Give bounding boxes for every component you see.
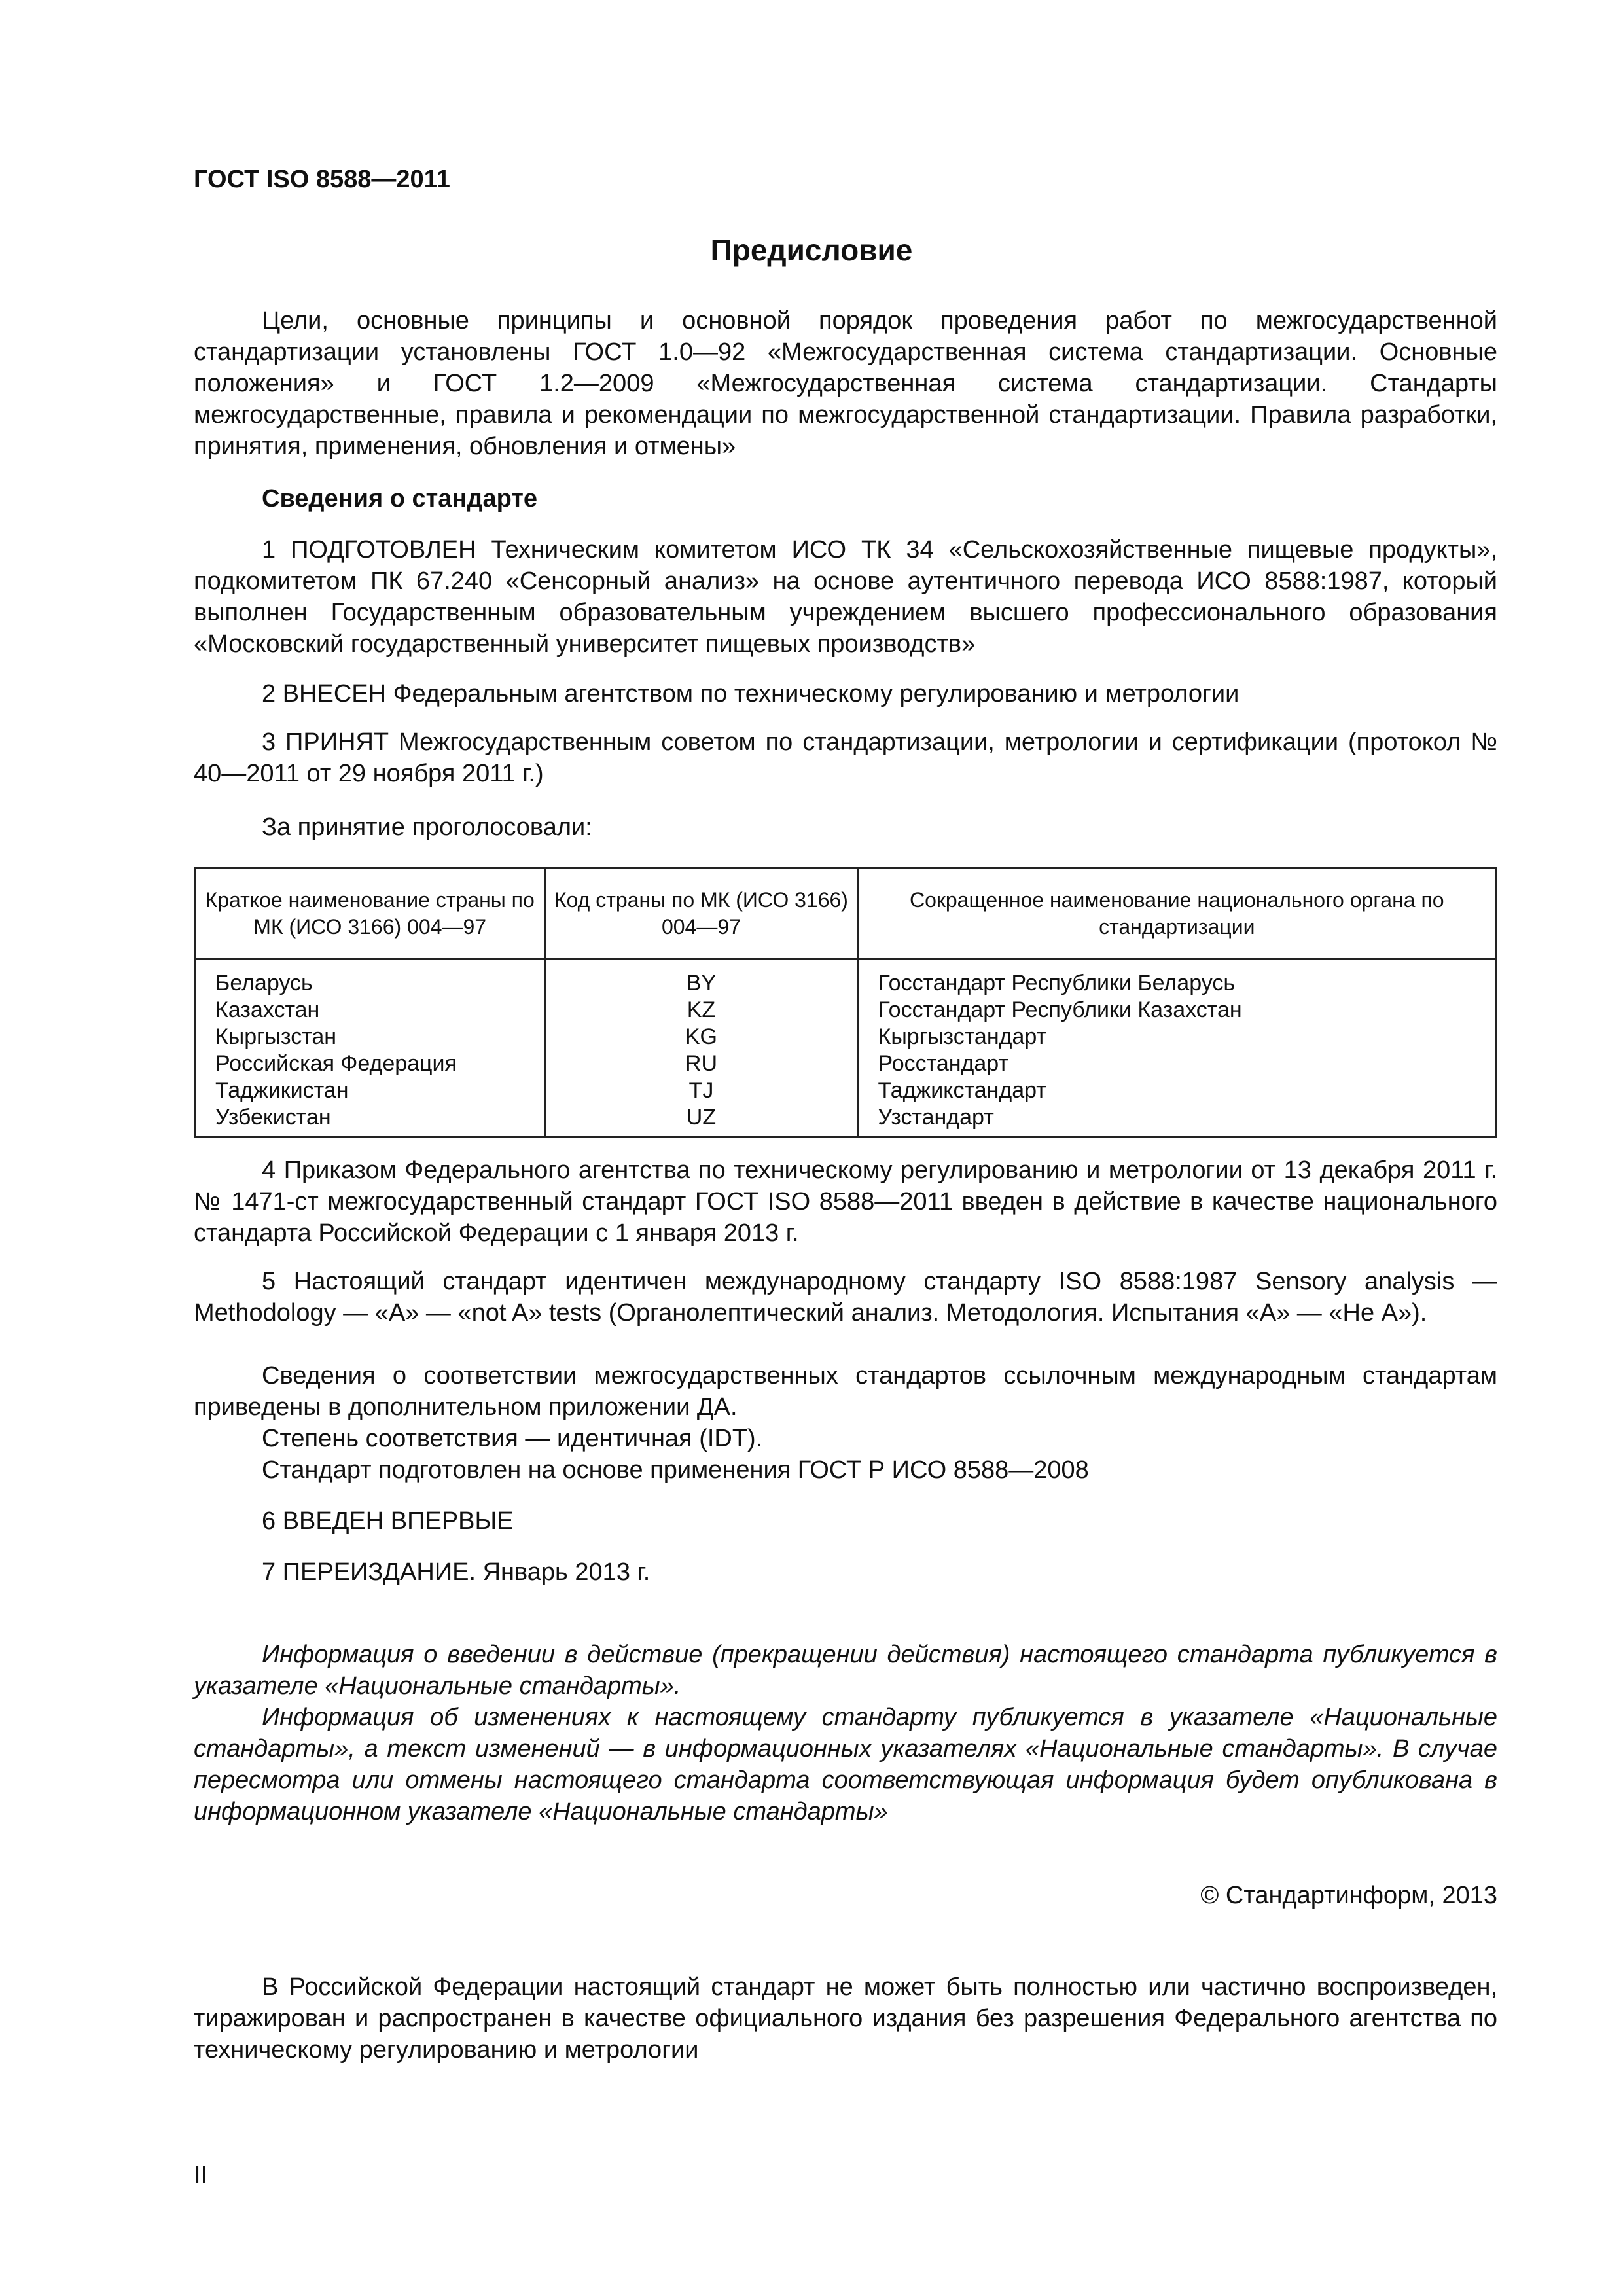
copyright-line: © Стандартинформ, 2013	[1200, 1882, 1497, 1909]
table-row	[195, 959, 1497, 1138]
item-3: 3 ПРИНЯТ Межгосударственным советом по стандартизации, метрологии и сертификации (протокол № 40—2011 от 29 ноября 2011 г.)	[194, 728, 1497, 787]
standards-body: Госстандарт Республики Казахстан	[878, 997, 1242, 1022]
item-5-note-3: Стандарт подготовлен на основе применения ГОСТ Р ИСО 8588—2008	[262, 1456, 1089, 1484]
country-code: KZ	[687, 997, 716, 1022]
country-code: TJ	[688, 1078, 714, 1103]
item-2: 2 ВНЕСЕН Федеральным агентством по техническому регулированию и метрологии	[262, 680, 1240, 708]
item-5-note-1: Сведения о соответствии межгосударственных стандартов ссылочным международным стандартам приведены в дополнительном приложении ДА.	[194, 1362, 1497, 1421]
vote-label: За принятие проголосовали:	[262, 814, 592, 841]
info-paragraph-2: Информация об изменениях к настоящему стандарту публикуется в указателе «Национальные стандарты», а текст изменений — в информационных указателях «Национальные стандарты». В случае пересмотра или отмены настоящего стандарта соответствующая информация будет опубликована в информационном указателе «Национальные стандарты»	[194, 1704, 1497, 1825]
country-code: BY	[686, 971, 717, 996]
standards-body: Росстандарт	[878, 1051, 1008, 1076]
item-7: 7 ПЕРЕИЗДАНИЕ. Январь 2013 г.	[262, 1558, 651, 1586]
country-code: UZ	[686, 1105, 717, 1130]
item-4: 4 Приказом Федерального агентства по техническому регулированию и метрологии от 13 декабря 2011 г. № 1471-ст межгосударственный стандарт ГОСТ ISO 8588—2011 введен в действие в качестве национального стандарта Российской Федерации с 1 января 2013 г.	[194, 1157, 1497, 1247]
item-1: 1 ПОДГОТОВЛЕН Техническим комитетом ИСО ТК 34 «Сельскохозяйственные пищевые продукты», подкомитетом ПК 67.240 «Сенсорный анализ» на основе аутентичного перевода ИСО 8588:1987, который выполнен Государственным образовательным учреждением высшего профессионального образования «Московский государственный университет пищевых производств»	[194, 536, 1497, 658]
standards-body: Госстандарт Республики Беларусь	[878, 971, 1236, 996]
countries-table	[194, 867, 1497, 1138]
page-number: II	[194, 2162, 208, 2189]
intro-paragraph: Цели, основные принципы и основной порядок проведения работ по межгосударственной стандартизации установлены ГОСТ 1.0—92 «Межгосударственная система стандартизации. Основные положения» и ГОСТ 1.2—2009 «Межгосударственная система стандартизации. Стандарты межгосударственные, правила и рекомендации по межгосударственной стандартизации. Правила разработки, принятия, применения, обновления и отмены»	[194, 307, 1497, 460]
country-name: Российская Федерация	[215, 1051, 457, 1076]
country-name: Таджикистан	[215, 1078, 349, 1103]
section-title: Сведения о стандарте	[262, 485, 538, 512]
table-header-row	[195, 868, 1497, 959]
country-code: KG	[685, 1024, 717, 1049]
standards-body: Таджикстандарт	[878, 1078, 1046, 1103]
reproduction-notice: В Российской Федерации настоящий стандарт не может быть полностью или частично воспроизведен, тиражирован и распространен в качестве официального издания без разрешения Федерального агентства по техническому регулированию и метрологии	[194, 1973, 1497, 2064]
item-6: 6 ВВЕДЕН ВПЕРВЫЕ	[262, 1507, 514, 1535]
document-code-header: ГОСТ ISO 8588—2011	[194, 166, 450, 193]
standards-body: Кыргызстандарт	[878, 1024, 1047, 1049]
bodies-cell	[857, 959, 1496, 1138]
column-header-country: Краткое наименование страны по МК (ИСО 3166) 004—97	[195, 868, 545, 959]
country-name: Узбекистан	[215, 1105, 331, 1130]
page-title: Предисловие	[710, 233, 913, 267]
column-header-code: Код страны по МК (ИСО 3166) 004—97	[545, 868, 857, 959]
column-header-body: Сокращенное наименование национального органа по стандартизации	[857, 868, 1496, 959]
countries-cell	[195, 959, 545, 1138]
country-name: Казахстан	[215, 997, 320, 1022]
country-name: Кыргызстан	[215, 1024, 337, 1049]
item-5-note-2: Степень соответствия — идентичная (IDT).	[262, 1425, 763, 1452]
country-name: Беларусь	[215, 971, 313, 996]
codes-cell	[545, 959, 857, 1138]
standards-body: Узстандарт	[878, 1105, 994, 1130]
country-code: RU	[685, 1051, 717, 1076]
info-paragraph-1: Информация о введении в действие (прекращении действия) настоящего стандарта публикуется в указателе «Национальные стандарты».	[194, 1641, 1497, 1700]
item-5: 5 Настоящий стандарт идентичен международному стандарту ISO 8588:1987 Sensory analysis — Methodology — «A» — «not A» tests (Органолептический анализ. Методология. Испытания «A» — «Не A»).	[194, 1268, 1497, 1327]
